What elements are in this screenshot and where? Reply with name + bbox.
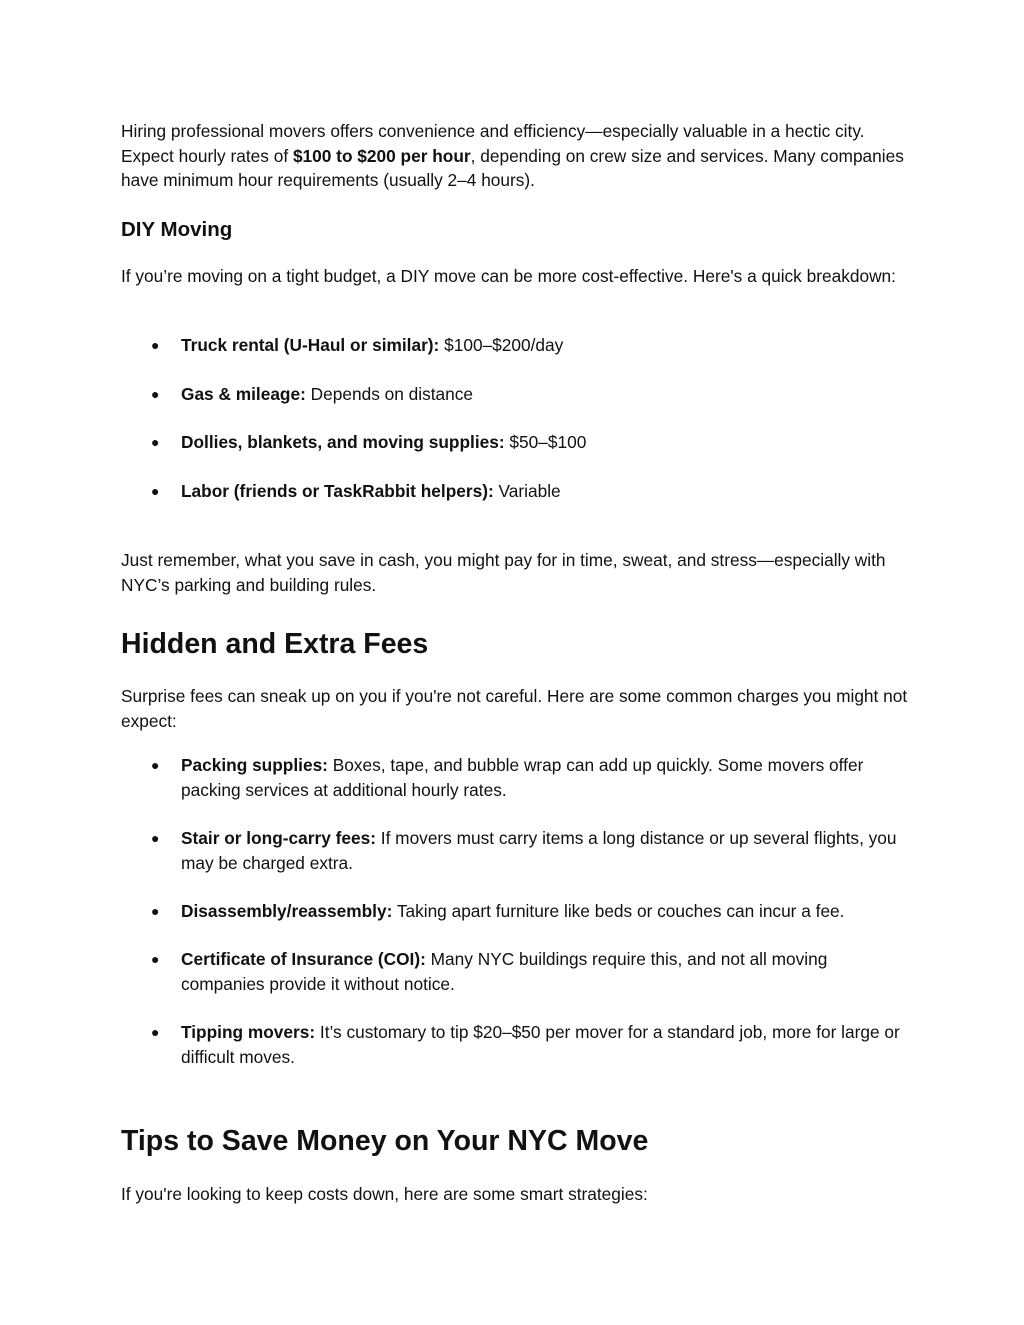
diy-heading: DIY Moving	[121, 218, 233, 241]
diy-outro-paragraph: Just remember, what you save in cash, you might pay for in time, sweat, and stress—especially with NYC’s parking and building rules.	[121, 550, 886, 595]
list-item-label: Stair or long-carry fees:	[181, 828, 376, 848]
list-item-label: Packing supplies:	[181, 755, 328, 775]
bullet-icon: ●	[151, 337, 160, 353]
list-item	[151, 947, 911, 996]
bullet-icon: ●	[151, 903, 160, 919]
bullet-icon: ●	[151, 951, 160, 967]
list-item-text: Depends on distance	[305, 384, 474, 404]
bullet-icon: ●	[151, 757, 160, 773]
list-item	[151, 382, 911, 407]
bullet-icon: ●	[151, 830, 160, 846]
list-item-text: If movers must carry items a long distance or up several flights, you may be charged extra.	[181, 828, 897, 873]
list-item-text: $100–$200/day	[439, 335, 564, 355]
list-item-label: Dollies, blankets, and moving supplies:	[181, 432, 505, 452]
list-item	[151, 479, 911, 504]
bullet-icon: ●	[151, 483, 160, 499]
list-item	[151, 1020, 911, 1069]
tips-heading: Tips to Save Money on Your NYC Move	[121, 1125, 649, 1157]
list-item	[151, 430, 911, 455]
diy-intro-paragraph: If you’re moving on a tight budget, a DIY move can be more cost-effective. Here's a quick breakdown:	[121, 266, 896, 286]
list-item-text: Boxes, tape, and bubble wrap can add up quickly. Some movers offer packing services at additional hourly rates.	[181, 755, 864, 800]
hidden-fees-heading: Hidden and Extra Fees	[121, 628, 429, 660]
intro-bold-rate: $100 to $200 per hour	[292, 145, 471, 166]
bullet-icon: ●	[151, 1024, 160, 1040]
bullet-icon: ●	[151, 434, 160, 450]
list-item-label: Gas & mileage:	[181, 384, 306, 404]
intro-paragraph	[121, 119, 911, 193]
list-item	[151, 753, 911, 802]
list-item	[151, 333, 911, 358]
list-item-label: Tipping movers:	[181, 1022, 316, 1042]
list-item-label: Truck rental (U-Haul or similar):	[181, 335, 440, 355]
bullet-icon: ●	[151, 386, 160, 402]
hidden-fees-intro-paragraph: Surprise fees can sneak up on you if you're not careful. Here are some common charges you might not expect:	[121, 686, 908, 731]
list-item-label: Labor (friends or TaskRabbit helpers):	[181, 481, 494, 501]
list-item	[151, 826, 911, 875]
list-item-text: Many NYC buildings require this, and not all moving companies provide it without notice.	[181, 949, 828, 994]
list-item-text: $50–$100	[504, 432, 587, 452]
list-item-text: Taking apart furniture like beds or couches can incur a fee.	[392, 901, 845, 921]
intro-text-1: Hiring professional movers offers convenience and efficiency—especially valuable in a hectic city. Expect hourly rates of	[121, 121, 865, 166]
tips-intro-paragraph: If you're looking to keep costs down, here are some smart strategies:	[121, 1184, 648, 1204]
list-item-text: It’s customary to tip $20–$50 per mover for a standard job, more for large or difficult moves.	[181, 1022, 900, 1067]
intro-text-2: , depending on crew size and services. Many companies have minimum hour requirements (usually 2–4 hours).	[121, 145, 904, 190]
list-item-label: Certificate of Insurance (COI):	[181, 949, 426, 969]
list-item-label: Disassembly/reassembly:	[181, 901, 393, 921]
list-item-text: Variable	[493, 481, 561, 501]
list-item	[151, 899, 911, 924]
